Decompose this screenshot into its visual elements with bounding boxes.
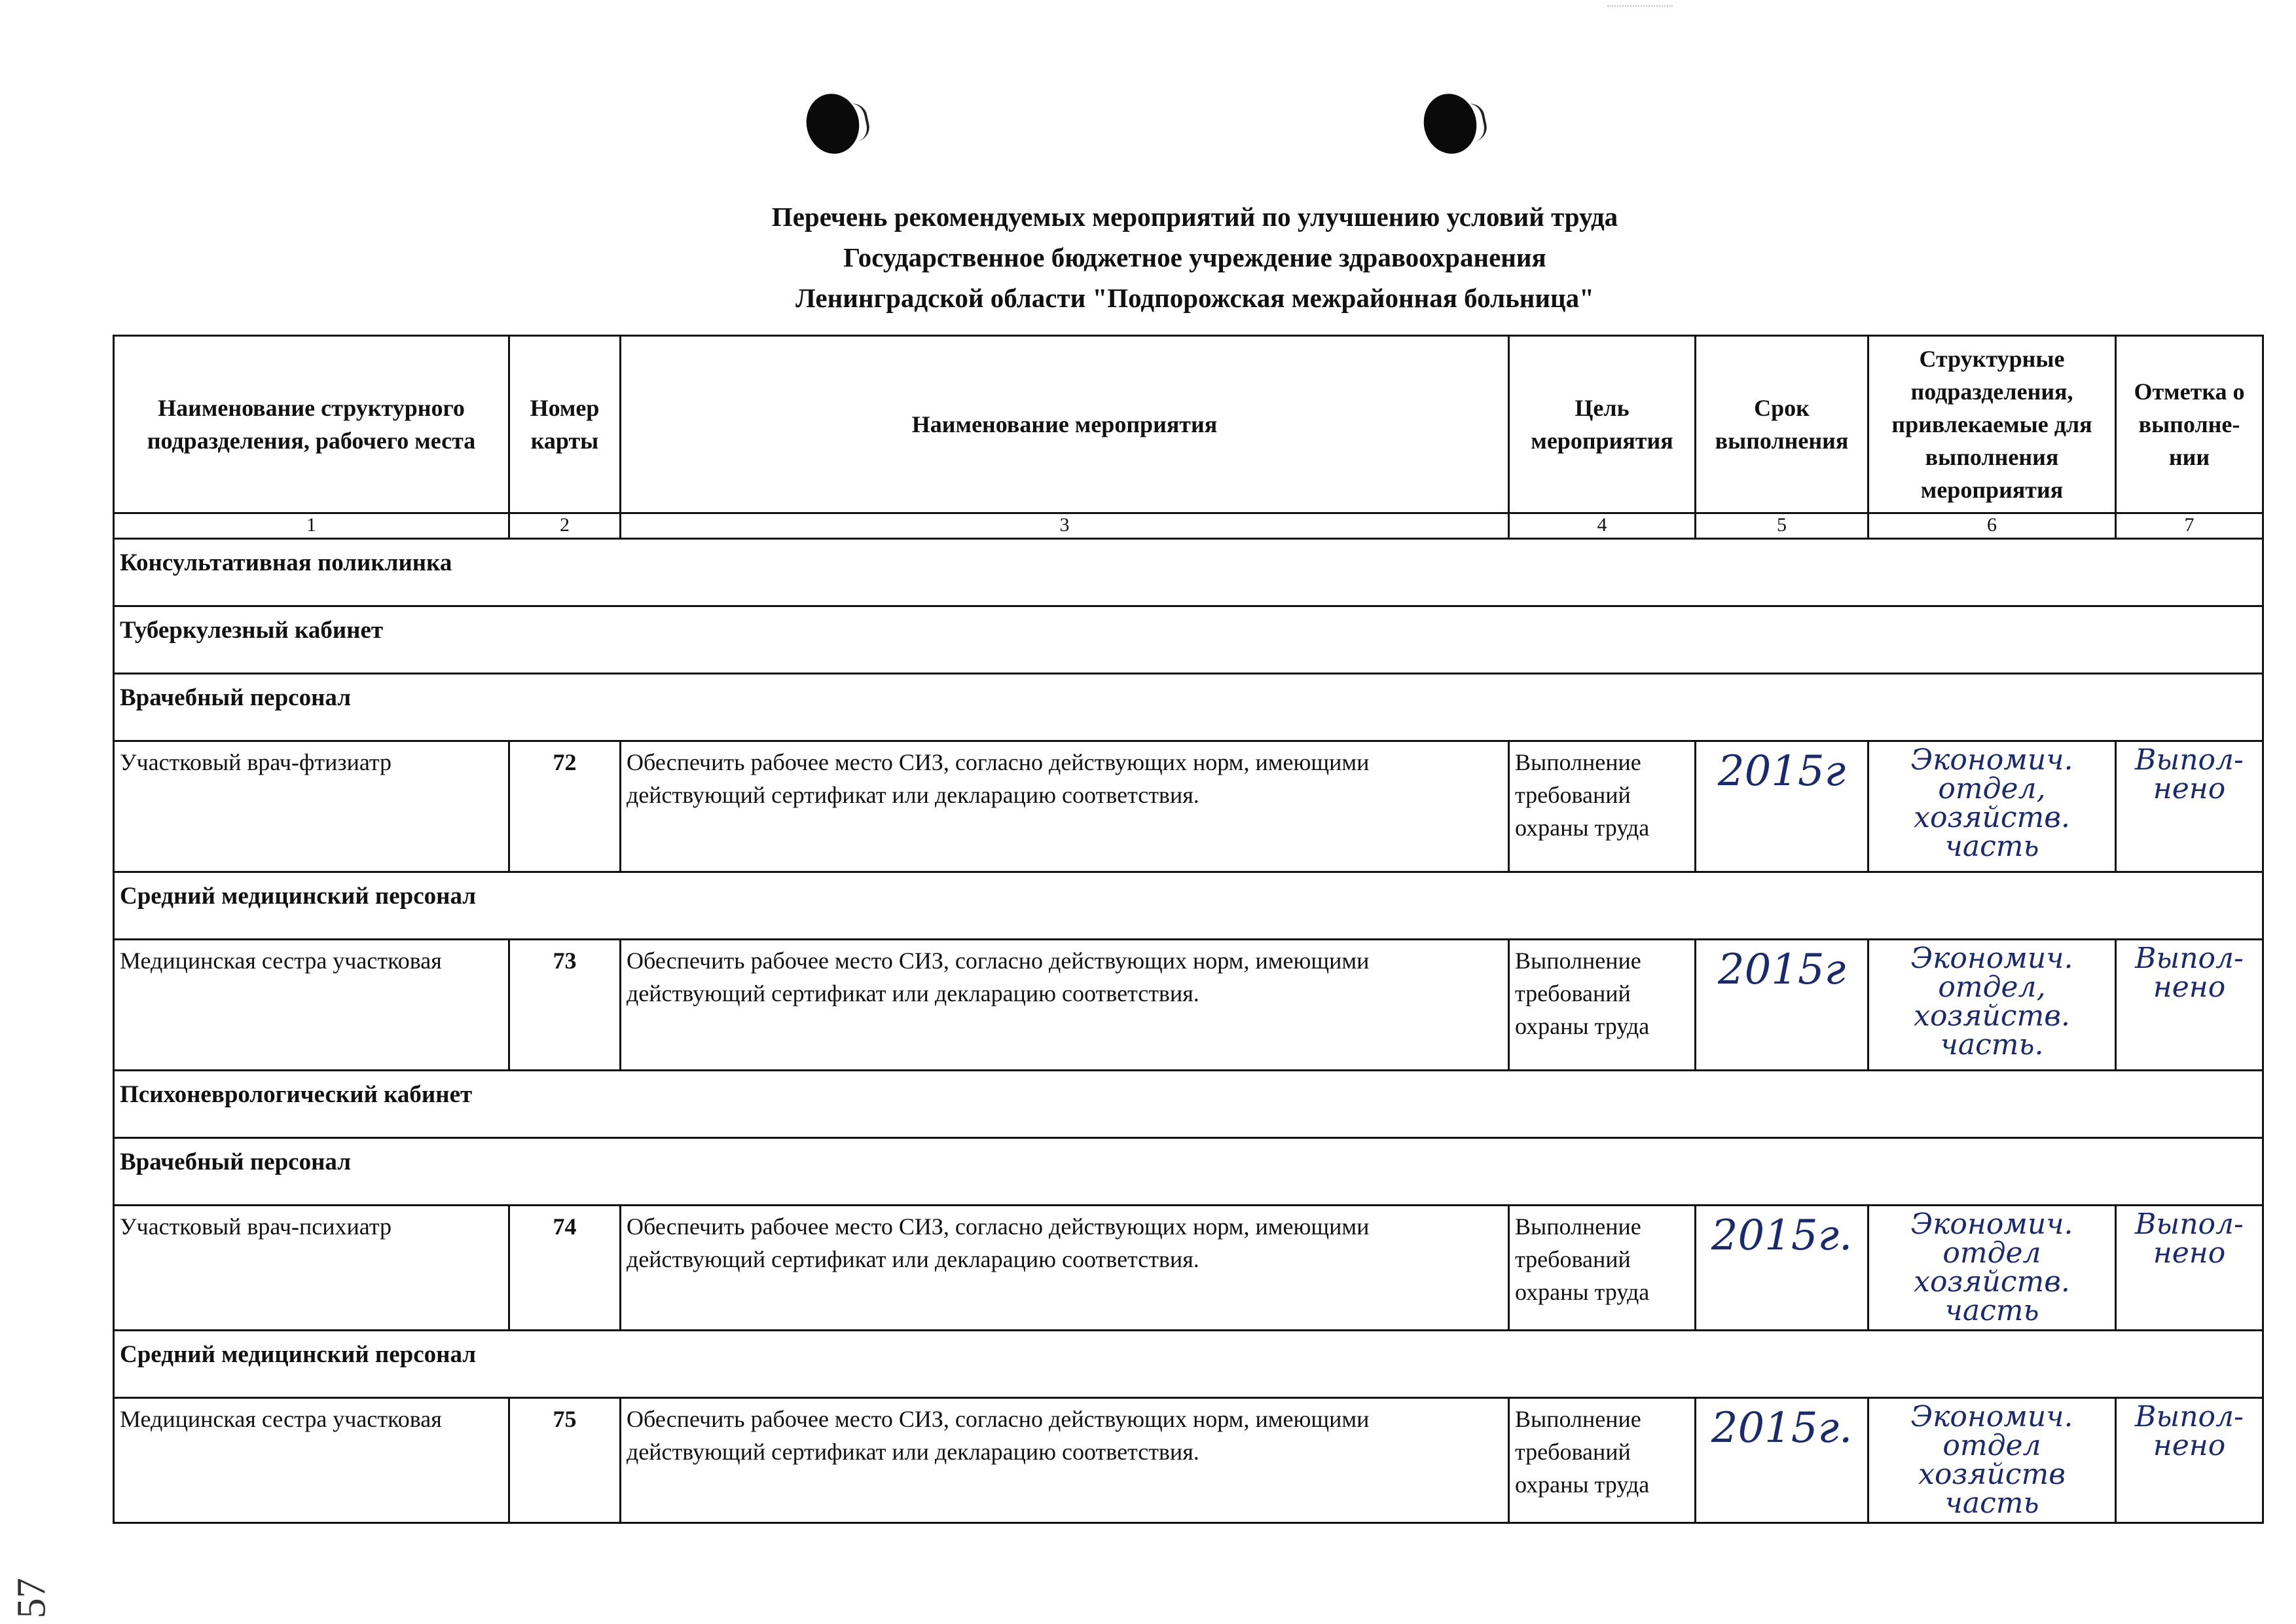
units-handwritten: Экономич. отдел хозяйств. часть bbox=[1868, 1206, 2116, 1331]
header-deadline: Срок выполнения bbox=[1696, 336, 1868, 513]
card-number-cell: 74 bbox=[509, 1206, 621, 1331]
section-title: Консультативная поликлинка bbox=[114, 539, 2263, 606]
section-row bbox=[114, 1138, 2263, 1206]
table-row bbox=[114, 1206, 2263, 1331]
goal-cell: Выполнение требований охраны труда bbox=[1509, 741, 1696, 872]
units-handwritten: Экономич. отдел, хозяйств. часть bbox=[1868, 741, 2116, 872]
section-row bbox=[114, 872, 2263, 940]
position-cell: Участковый врач-психиатр bbox=[114, 1206, 509, 1331]
table-row bbox=[114, 741, 2263, 872]
measure-cell: Обеспечить рабочее место СИЗ, согласно действующих норм, имеющими действующий сертификат или декларацию соответствия. bbox=[621, 1206, 1509, 1331]
section-title: Врачебный персонал bbox=[114, 674, 2263, 741]
table-row bbox=[114, 940, 2263, 1071]
section-title: Средний медицинский персонал bbox=[114, 872, 2263, 940]
measures-table bbox=[113, 335, 2264, 1524]
card-number-cell: 73 bbox=[509, 940, 621, 1071]
scan-artifact bbox=[1607, 5, 1673, 14]
deadline-handwritten: 2015г. bbox=[1696, 1206, 1868, 1331]
measure-cell: Обеспечить рабочее место СИЗ, согласно действующих норм, имеющими действующий сертификат или декларацию соответствия. bbox=[621, 1398, 1509, 1523]
measure-cell: Обеспечить рабочее место СИЗ, согласно действующих норм, имеющими действующий сертификат или декларацию соответствия. bbox=[621, 940, 1509, 1071]
section-row bbox=[114, 539, 2263, 606]
header-position: Наименование структурного подразделения, рабочего места bbox=[114, 336, 509, 513]
col-number: 5 bbox=[1696, 513, 1868, 539]
section-title: Врачебный персонал bbox=[114, 1138, 2263, 1206]
header-mark: Отметка о выполне-нии bbox=[2116, 336, 2263, 513]
header-units: Структурные подразделения, привлекаемые для выполнения мероприятия bbox=[1868, 336, 2116, 513]
header-card-number: Номер карты bbox=[509, 336, 621, 513]
header-goal: Цель мероприятия bbox=[1509, 336, 1696, 513]
position-cell: Медицинская сестра участковая bbox=[114, 940, 509, 1071]
punch-hole-right bbox=[1418, 89, 1482, 159]
section-title: Средний медицинский персонал bbox=[114, 1331, 2263, 1398]
title-line-2: Государственное бюджетное учреждение здравоохранения bbox=[843, 242, 1546, 272]
col-number: 7 bbox=[2116, 513, 2263, 539]
table-row bbox=[114, 1398, 2263, 1523]
goal-cell: Выполнение требований охраны труда bbox=[1509, 1206, 1696, 1331]
deadline-handwritten: 2015г. bbox=[1696, 1398, 1868, 1523]
title-line-1: Перечень рекомендуемых мероприятий по улучшению условий труда bbox=[771, 202, 1618, 232]
col-number: 4 bbox=[1509, 513, 1696, 539]
document-title bbox=[0, 196, 2296, 318]
section-title: Туберкулезный кабинет bbox=[114, 606, 2263, 674]
header-measure: Наименование мероприятия bbox=[621, 336, 1509, 513]
measure-cell: Обеспечить рабочее место СИЗ, согласно действующих норм, имеющими действующий сертификат или декларацию соответствия. bbox=[621, 741, 1509, 872]
column-number-row bbox=[114, 513, 2263, 539]
section-row bbox=[114, 1331, 2263, 1398]
deadline-handwritten: 2015г bbox=[1696, 741, 1868, 872]
col-number: 1 bbox=[114, 513, 509, 539]
units-handwritten: Экономич. отдел, хозяйств. часть. bbox=[1868, 940, 2116, 1071]
col-number: 2 bbox=[509, 513, 621, 539]
col-number: 3 bbox=[621, 513, 1509, 539]
section-row bbox=[114, 1071, 2263, 1138]
position-cell: Участковый врач-фтизиатр bbox=[114, 741, 509, 872]
goal-cell: Выполнение требований охраны труда bbox=[1509, 1398, 1696, 1523]
completion-mark-handwritten: Выпол-нено bbox=[2116, 1206, 2263, 1331]
position-cell: Медицинская сестра участковая bbox=[114, 1398, 509, 1523]
section-title: Психоневрологический кабинет bbox=[114, 1071, 2263, 1138]
section-row bbox=[114, 674, 2263, 741]
card-number-cell: 72 bbox=[509, 741, 621, 872]
completion-mark-handwritten: Выпол-нено bbox=[2116, 1398, 2263, 1523]
deadline-handwritten: 2015г bbox=[1696, 940, 1868, 1071]
header-row bbox=[114, 336, 2263, 513]
completion-mark-handwritten: Выпол-нено bbox=[2116, 741, 2263, 872]
units-handwritten: Экономич. отдел хозяйств часть bbox=[1868, 1398, 2116, 1523]
card-number-cell: 75 bbox=[509, 1398, 621, 1523]
goal-cell: Выполнение требований охраны труда bbox=[1509, 940, 1696, 1071]
page-number: 57 bbox=[9, 1578, 54, 1619]
section-row bbox=[114, 606, 2263, 674]
col-number: 6 bbox=[1868, 513, 2116, 539]
punch-hole-left bbox=[801, 89, 864, 159]
title-line-3: Ленинградской области "Подпорожская межрайонная больница" bbox=[795, 283, 1594, 313]
completion-mark-handwritten: Выпол-нено bbox=[2116, 940, 2263, 1071]
